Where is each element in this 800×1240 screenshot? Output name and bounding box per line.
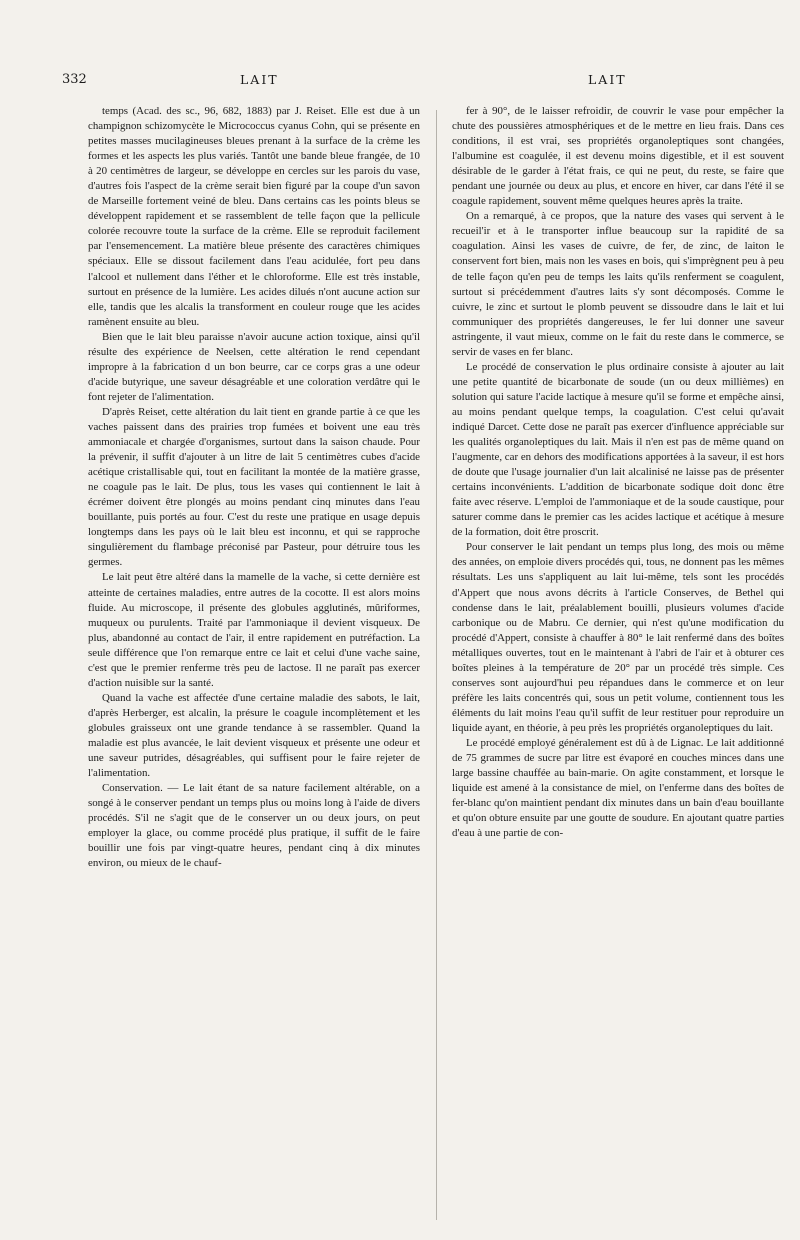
paragraph: Conservation. — Le lait étant de sa nature facilement altérable, on a songé à le conserver pendant un temps plus ou moins long à l'aide de divers procédés. S'il ne s'agit que de le conserver un ou deux jours, on peut employer la glace, ou comme procédé plus pratique, il suffit de le faire bouillir une fois par vingt-quatre heures, pendant cinq à dix minutes environ, ou mieux de le chauf- bbox=[88, 782, 420, 870]
left-column bbox=[88, 104, 420, 871]
paragraph: D'après Reiset, cette altération du lait tient en grande partie à ce que les vaches paissent dans des prairies trop fumées et boivent une eau très ammoniacale et chargée d'organismes, surtout dans la saison chaude. Pour la prévenir, il suffit d'ajouter à un litre de lait 5 centimètres cubes d'acide acétique cristallisable qui, tout en facilitant la montée de la matière grasse, ne coagule pas le lait. De plus, tous les vases qui contiennent le lait à écrémer doivent être plongés au moins pendant cinq minutes dans l'eau bouillante, puis portés au four. C'est du reste une pratique en usage depuis longtemps dans les pays où le lait bleu est inconnu, et qui se rapproche singulièrement du flambage préconisé par Pasteur, pour détruire tous les germes. bbox=[88, 405, 420, 569]
column-divider bbox=[436, 110, 437, 1220]
paragraph: Pour conserver le lait pendant un temps plus long, des mois ou même des années, on emploie divers procédés qui, tous, ne donnent pas les mêmes résultats. Les uns s'appliquent au lait lui-même, tels sont les procédés d'Appert que nous avons décrits à l'article Conserves, de Bethel qui condense dans le lait, préalablement bouilli, plusieurs volumes d'acide carbonique ou de Mabru. Ce dernier, qui n'est qu'une modification du procédé d'Appert, consiste à chauffer à 80° le lait renfermé dans des boîtes métalliques ouvertes, tout en le maintenant à l'abri de l'air et à obturer ces boîtes pleines à la température de 20° par un procédé très simple. Ces conserves sont aujourd'hui peu répandues dans le commerce et on leur préfère les laits concentrés qui, sous un petit volume, contiennent tous les éléments du lait moins l'eau qu'il suffit de leur restituer pour reproduire un liquide ayant, en théorie, à peu près les propriétés organoleptiques du lait. bbox=[452, 541, 784, 734]
running-head-left: LAIT bbox=[240, 72, 279, 87]
paragraph: Bien que le lait bleu paraisse n'avoir aucune action toxique, ainsi qu'il résulte des expérience de Neelsen, cette altération le rend cependant impropre à la fabrication d un bon beurre, car ce corps gras a une odeur d'acide butyrique, une saveur désagréable et une coloration verdâtre qui le font rejeter de l'alimentation. bbox=[88, 330, 420, 403]
page-number: 332 bbox=[62, 72, 87, 87]
paragraph: temps (Acad. des sc., 96, 682, 1883) par J. Reiset. Elle est due à un champignon schizomycète le Micrococcus cyanus Cohn, qui se présente en petites masses mucilagineuses bleues prenant à la surface de la crème les formes et les aspects les plus variés. Tantôt une bande bleue frangée, de 10 à 20 centimètres de largeur, se développe en cercles sur les parois du vase, d'autres fois l'aspect de la crème serait bien figuré par la coupe d'un savon de Marseille fortement veiné de bleu. Dans certains cas les points bleus se développent rapidement et se rassemblent de telle façon que la pellicule colorée recouvre toute la surface de la crème. Elle se reproduit facilement par l'ensemencement. La matière bleue présente des caractères chimiques spéciaux. Elle se dissout facilement dans l'eau acidulée, fort peu dans l'alcool et nullement dans l'éther et le chloroforme. Elle est très instable, surtout en présence de la lumière. Les acides dilués n'ont aucune action sur elle, tandis que les alcalis la transforment en couleur rouge que les acides ramènent ensuite au bleu. bbox=[88, 105, 420, 328]
paragraph: On a remarqué, à ce propos, que la nature des vases qui servent à le recueil'ir et à le transporter influe beaucoup sur la rapidité de sa coagulation. Ainsi les vases de cuivre, de fer, de zinc, de laiton le conservent fort bien, mais non les vases en bois, qui s'imprègnent peu à peu de telle façon qu'en peu de temps les laits qu'ils renferment se coagulent, surtout si précédemment d'autres laits s'y sont décomposés. Comme le cuivre, le zinc et surtout le plomb peuvent se dissoudre dans le lait et lui communiquer des propriétés dangereuses, le fer lui donner une saveur astringente, il vaut mieux, comme on le fait du reste dans le commerce, se servir de vases en fer blanc. bbox=[452, 210, 784, 358]
paragraph: Le procédé de conservation le plus ordinaire consiste à ajouter au lait une petite quantité de bicarbonate de soude (un ou deux millièmes) en solution qui sature l'acide lactique à mesure qu'il se forme et empêche ainsi, au moins pendant quelque temps, la coagulation. C'est celui qu'avait indiqué Darcet. Cette dose ne paraît pas exercer d'influence appréciable sur les qualités organoleptiques du lait. Mais il n'en est pas de même quand on l'augmente, car en dehors des modifications apportées à la saveur, il est hors de doute que l'usage journalier d'un lait alcalinisé ne laisse pas de présenter certains inconvénients. L'addition de bicarbonate sodique doit donc être faite avec réserve. L'emploi de l'ammoniaque et de la soude caustique, pour saturer comme dans le premier cas les acides lactique et acétique à mesure de la formation, doit être proscrit. bbox=[452, 360, 784, 539]
running-head-right: LAIT bbox=[588, 72, 627, 87]
paragraph: Le lait peut être altéré dans la mamelle de la vache, si cette dernière est atteinte de certaines maladies, entre autres de la cocotte. Il est alors moins fluide. Au microscope, il présente des globules agglutinés, mûriformes, muqueux ou purulents. Traité par l'ammoniaque il devient visqueux. De plus, abandonné au contact de l'air, il entre rapidement en putréfaction. La seule différence que l'on remarque entre ce lait et celui d'une vache saine, c'est que le premier renferme très peu de lactose. Il ne paraît pas exercer d'action nuisible sur la santé. bbox=[88, 571, 420, 689]
running-header bbox=[0, 72, 800, 92]
right-column bbox=[452, 104, 784, 841]
paragraph: fer à 90°, de le laisser refroidir, de couvrir le vase pour empêcher la chute des poussières atmosphériques et de le mettre en lieu frais. Dans ces conditions, il est vrai, ses propriétés organoleptiques sont changées, l'albumine est coagulée, il est devenu moins digestible, et il est souvent désirable de le garder à l'état frais, ce qui ne peut, du reste, se faire que pendant une journée ou deux au plus, et encore en hiver, car dans l'été il se coagule rapidement, souvent même quelques heures après la traite. bbox=[452, 105, 784, 208]
paragraph: Quand la vache est affectée d'une certaine maladie des sabots, le lait, d'après Herberger, est alcalin, la présure le coagule incomplètement et les globules graisseux ont une grande tendance à se rassembler. Quand la maladie est plus avancée, le lait devient visqueux et présente une odeur et une saveur putrides, désagréables, qui suffisent pour le faire rejeter de l'alimentation. bbox=[88, 691, 420, 780]
paragraph: Le procédé employé généralement est dû à de Lignac. Le lait additionné de 75 grammes de sucre par litre est évaporé en couches minces dans une large bassine chauffée au bain-marie. On agite constamment, et lorsque le liquide est amené à la consistance de miel, on l'enferme dans des boîtes de fer-blanc qu'on maintient pendant dix minutes dans un bain d'eau bouillante et qu'on obture ensuite par une goutte de soudure. En ajoutant quatre parties d'eau à une partie de con- bbox=[452, 736, 784, 840]
